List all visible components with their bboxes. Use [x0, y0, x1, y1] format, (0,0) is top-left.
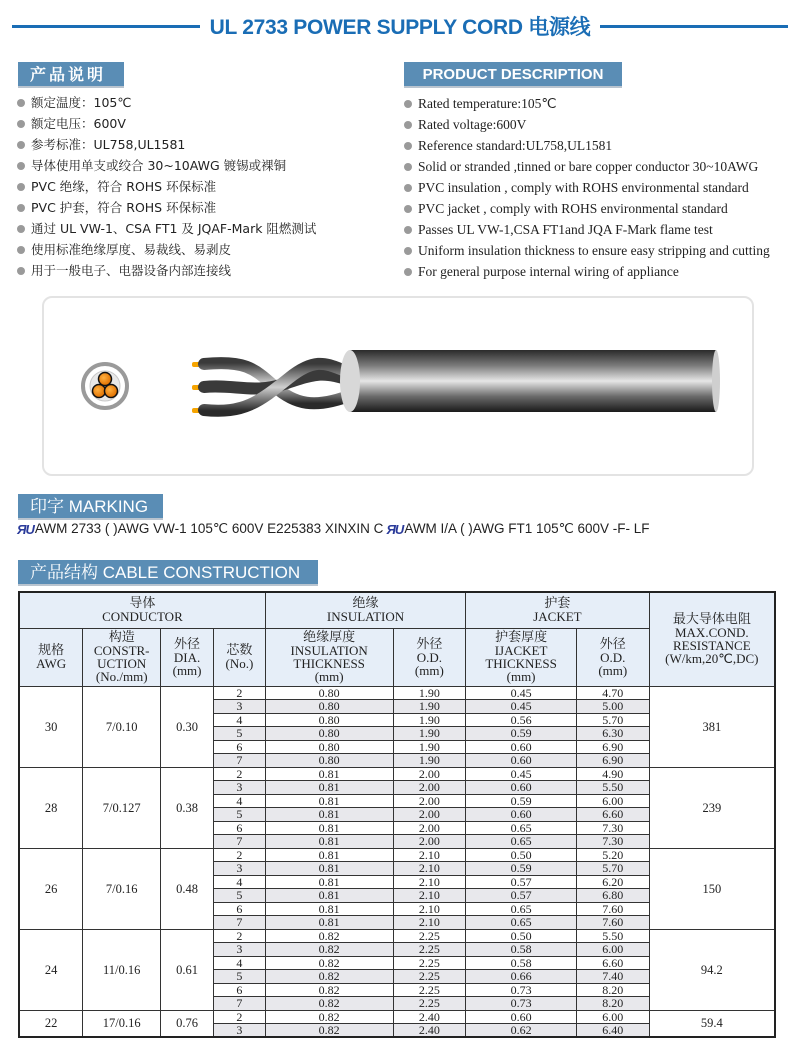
product-image-frame: [42, 296, 754, 476]
cell-jacket-od: 5.50: [576, 929, 649, 943]
cell-jacket-thickness: 0.56: [466, 713, 577, 727]
cell-insulation-thickness: 0.81: [265, 794, 393, 808]
page-title-bar: [0, 8, 800, 44]
bullet-icon: [404, 121, 412, 129]
twisted-wires-icon: [204, 363, 354, 411]
list-item-text: Reference standard:UL758,UL1581: [418, 138, 613, 153]
cell-insulation-od: 1.90: [393, 713, 466, 727]
cell-jacket-od: 7.60: [576, 916, 649, 930]
cell-insulation-od: 2.00: [393, 808, 466, 822]
list-item: [404, 156, 770, 177]
cell-cores: 3: [213, 781, 265, 795]
cell-jacket-od: 5.70: [576, 713, 649, 727]
cell-insulation-thickness: 0.81: [265, 902, 393, 916]
list-item-text: Solid or stranded ,tinned or bare copper conductor 30~10AWG: [418, 159, 759, 174]
cell-insulation-od: 2.25: [393, 956, 466, 970]
cell-insulation-thickness: 0.80: [265, 700, 393, 714]
header-resistance: 最大导体电阻 MAX.COND. RESISTANCE (W/km,20℃,DC): [649, 592, 775, 686]
cell-jacket-od: 6.00: [576, 794, 649, 808]
list-item: [404, 240, 770, 261]
list-item-text: Rated voltage:600V: [418, 117, 527, 132]
list-item: [404, 198, 770, 219]
cell-jacket-od: 5.50: [576, 781, 649, 795]
cell-cores: 2: [213, 686, 265, 700]
cell-resistance: 381: [649, 686, 775, 767]
cell-jacket-thickness: 0.57: [466, 875, 577, 889]
table-row: [19, 686, 775, 700]
cell-cores: 4: [213, 794, 265, 808]
list-item: [404, 93, 770, 114]
cell-jacket-od: 5.00: [576, 700, 649, 714]
cell-construction: 11/0.16: [83, 929, 161, 1010]
description-en-heading: PRODUCT DESCRIPTION: [404, 62, 622, 88]
title-rule-left: [12, 25, 200, 28]
cell-insulation-od: 2.25: [393, 997, 466, 1011]
cell-jacket-thickness: 0.60: [466, 740, 577, 754]
cell-cores: 3: [213, 943, 265, 957]
cell-jacket-od: 4.90: [576, 767, 649, 781]
bullet-icon: [404, 142, 412, 150]
cell-insulation-od: 2.00: [393, 821, 466, 835]
cell-jacket-od: 7.30: [576, 821, 649, 835]
cell-cores: 2: [213, 929, 265, 943]
cell-jacket-thickness: 0.45: [466, 767, 577, 781]
jacket-icon: [340, 350, 720, 412]
cell-insulation-thickness: 0.81: [265, 862, 393, 876]
list-item-text: 使用标准绝缘厚度、易裁线、易剥皮: [31, 242, 232, 257]
marking-text: [17, 521, 650, 537]
list-item: [17, 92, 316, 113]
header-jacket-od: 外径 O.D. (mm): [576, 628, 649, 686]
cell-jacket-od: 7.60: [576, 902, 649, 916]
cell-jacket-thickness: 0.62: [466, 1024, 577, 1038]
list-item-text: PVC 护套，符合 ROHS 环保标准: [31, 200, 217, 215]
list-item-text: 导体使用单支或绞合 30~10AWG 镀锡或裸铜: [31, 158, 287, 173]
cell-insulation-thickness: 0.81: [265, 835, 393, 849]
cell-jacket-od: 6.30: [576, 727, 649, 741]
cell-cores: 7: [213, 754, 265, 768]
cell-insulation-od: 1.90: [393, 686, 466, 700]
cell-resistance: 239: [649, 767, 775, 848]
list-item-text: PVC 绝缘，符合 ROHS 环保标准: [31, 179, 217, 194]
marking-text-2: AWM I/A ( )AWG FT1 105℃ 600V -F- LF: [404, 521, 650, 536]
cell-cores: 3: [213, 700, 265, 714]
cell-jacket-thickness: 0.45: [466, 700, 577, 714]
cell-jacket-od: 6.80: [576, 889, 649, 903]
bullet-icon: [404, 184, 412, 192]
cell-insulation-thickness: 0.80: [265, 713, 393, 727]
cell-jacket-od: 5.20: [576, 848, 649, 862]
list-item-text: 额定电压：600V: [31, 116, 126, 131]
cell-awg: 24: [19, 929, 83, 1010]
cell-construction: 17/0.16: [83, 1010, 161, 1037]
cell-jacket-od: 7.40: [576, 970, 649, 984]
header-insulation-thickness: 绝缘厚度 INSULATION THICKNESS (mm): [265, 628, 393, 686]
bullet-icon: [17, 141, 25, 149]
bullet-icon: [17, 120, 25, 128]
cell-jacket-thickness: 0.60: [466, 754, 577, 768]
cell-cores: 7: [213, 835, 265, 849]
bullet-icon: [404, 205, 412, 213]
cell-awg: 26: [19, 848, 83, 929]
cell-jacket-thickness: 0.45: [466, 686, 577, 700]
cell-insulation-thickness: 0.81: [265, 808, 393, 822]
cell-cores: 2: [213, 848, 265, 862]
cell-insulation-od: 2.10: [393, 902, 466, 916]
list-item: [404, 261, 770, 282]
list-item-text: PVC jacket , comply with ROHS environmental standard: [418, 201, 728, 216]
cell-cores: 4: [213, 713, 265, 727]
cell-insulation-thickness: 0.81: [265, 821, 393, 835]
header-insulation-od: 外径 O.D. (mm): [393, 628, 466, 686]
cell-jacket-od: 4.70: [576, 686, 649, 700]
table-row: [19, 929, 775, 943]
cell-cores: 6: [213, 983, 265, 997]
bullet-icon: [404, 163, 412, 171]
header-jacket: 护套 JACKET: [466, 592, 649, 628]
header-construction: 构造 CONSTR- UCTION (No./mm): [83, 628, 161, 686]
cell-insulation-od: 1.90: [393, 727, 466, 741]
cell-jacket-od: 6.20: [576, 875, 649, 889]
list-item-text: 额定温度：105℃: [31, 95, 132, 110]
list-item-text: PVC insulation , comply with ROHS environmental standard: [418, 180, 749, 195]
list-item: [17, 155, 316, 176]
marking-text-1: AWM 2733 ( )AWG VW-1 105℃ 600V E225383 XINXIN C: [34, 521, 384, 536]
cell-insulation-thickness: 0.80: [265, 754, 393, 768]
list-item: [17, 176, 316, 197]
cell-jacket-thickness: 0.60: [466, 781, 577, 795]
cell-insulation-thickness: 0.80: [265, 686, 393, 700]
cell-awg: 22: [19, 1010, 83, 1037]
description-cn-heading: 产品说明: [18, 62, 124, 88]
header-dia: 外径 DIA. (mm): [161, 628, 214, 686]
cell-cores: 2: [213, 1010, 265, 1024]
bullet-icon: [404, 226, 412, 234]
cell-insulation-od: 2.10: [393, 875, 466, 889]
cell-insulation-thickness: 0.82: [265, 929, 393, 943]
cell-jacket-thickness: 0.58: [466, 956, 577, 970]
cell-dia: 0.30: [161, 686, 214, 767]
cell-jacket-thickness: 0.59: [466, 727, 577, 741]
list-item: [404, 114, 770, 135]
cell-dia: 0.38: [161, 767, 214, 848]
cell-cores: 6: [213, 821, 265, 835]
header-jacket-thickness: 护套厚度 IJACKET THICKNESS (mm): [466, 628, 577, 686]
header-insulation: 绝缘 INSULATION: [265, 592, 465, 628]
cell-jacket-od: 6.60: [576, 956, 649, 970]
bullet-icon: [17, 225, 25, 233]
cell-awg: 30: [19, 686, 83, 767]
cell-cores: 4: [213, 956, 265, 970]
cell-insulation-od: 2.00: [393, 781, 466, 795]
list-item: [17, 134, 316, 155]
cell-jacket-thickness: 0.57: [466, 889, 577, 903]
cell-jacket-od: 5.70: [576, 862, 649, 876]
description-en-list: [404, 93, 770, 282]
cell-resistance: 94.2: [649, 929, 775, 1010]
cell-dia: 0.48: [161, 848, 214, 929]
cell-insulation-od: 1.90: [393, 754, 466, 768]
cell-jacket-od: 6.00: [576, 1010, 649, 1024]
cell-insulation-thickness: 0.82: [265, 1010, 393, 1024]
cell-jacket-od: 7.30: [576, 835, 649, 849]
title-rule-right: [600, 25, 788, 28]
cell-cores: 5: [213, 970, 265, 984]
bullet-icon: [17, 204, 25, 212]
bullet-icon: [17, 162, 25, 170]
page-title: UL 2733 POWER SUPPLY CORD 电源线: [209, 16, 591, 39]
cell-insulation-od: 2.10: [393, 848, 466, 862]
cell-resistance: 59.4: [649, 1010, 775, 1037]
cell-awg: 28: [19, 767, 83, 848]
cell-insulation-od: 2.00: [393, 794, 466, 808]
cell-insulation-thickness: 0.81: [265, 916, 393, 930]
cell-insulation-od: 2.10: [393, 889, 466, 903]
list-item: [17, 113, 316, 134]
cell-insulation-od: 2.10: [393, 916, 466, 930]
cell-jacket-od: 6.90: [576, 740, 649, 754]
cell-jacket-thickness: 0.65: [466, 916, 577, 930]
cell-insulation-thickness: 0.81: [265, 889, 393, 903]
cell-cores: 6: [213, 902, 265, 916]
bullet-icon: [17, 99, 25, 107]
cross-section-icon: [83, 364, 127, 408]
header-conductor: 导体 CONDUCTOR: [19, 592, 265, 628]
cell-jacket-thickness: 0.59: [466, 794, 577, 808]
cell-insulation-od: 2.40: [393, 1024, 466, 1038]
cell-insulation-thickness: 0.81: [265, 875, 393, 889]
cell-construction: 7/0.16: [83, 848, 161, 929]
cell-cores: 3: [213, 1024, 265, 1038]
bullet-icon: [404, 247, 412, 255]
cell-insulation-thickness: 0.81: [265, 767, 393, 781]
list-item: [17, 197, 316, 218]
cell-dia: 0.76: [161, 1010, 214, 1037]
bullet-icon: [404, 268, 412, 276]
cell-jacket-thickness: 0.60: [466, 1010, 577, 1024]
cell-cores: 3: [213, 862, 265, 876]
ul-logo-icon: ЯU: [386, 521, 404, 537]
cell-insulation-od: 2.25: [393, 943, 466, 957]
cable-illustration-icon: [44, 298, 752, 474]
cell-jacket-od: 6.90: [576, 754, 649, 768]
bullet-icon: [17, 246, 25, 254]
list-item-text: 参考标准：UL758,UL1581: [31, 137, 186, 152]
cell-insulation-od: 2.40: [393, 1010, 466, 1024]
cell-insulation-od: 2.25: [393, 929, 466, 943]
cell-jacket-thickness: 0.58: [466, 943, 577, 957]
cell-jacket-thickness: 0.59: [466, 862, 577, 876]
cell-insulation-thickness: 0.80: [265, 727, 393, 741]
cell-jacket-od: 8.20: [576, 983, 649, 997]
list-item-text: Passes UL VW-1,CSA FT1and JQA F-Mark flame test: [418, 222, 713, 237]
bullet-icon: [17, 183, 25, 191]
cell-cores: 4: [213, 875, 265, 889]
cell-insulation-thickness: 0.82: [265, 970, 393, 984]
marking-heading: 印字 MARKING: [18, 494, 163, 520]
cell-insulation-thickness: 0.82: [265, 997, 393, 1011]
list-item-text: 通过 UL VW-1、CSA FT1 及 JQAF-Mark 阻燃测试: [31, 221, 317, 236]
cell-construction: 7/0.127: [83, 767, 161, 848]
cell-cores: 5: [213, 808, 265, 822]
cell-jacket-thickness: 0.50: [466, 848, 577, 862]
cell-cores: 2: [213, 767, 265, 781]
list-item-text: 用于一般电子、电器设备内部连接线: [31, 263, 232, 278]
cell-insulation-thickness: 0.82: [265, 1024, 393, 1038]
cell-cores: 5: [213, 727, 265, 741]
list-item: [404, 135, 770, 156]
cell-insulation-od: 2.25: [393, 983, 466, 997]
cell-cores: 6: [213, 740, 265, 754]
list-item-text: For general purpose internal wiring of appliance: [418, 264, 679, 279]
cell-cores: 7: [213, 916, 265, 930]
cell-insulation-thickness: 0.81: [265, 781, 393, 795]
cell-insulation-thickness: 0.82: [265, 956, 393, 970]
cell-jacket-od: 8.20: [576, 997, 649, 1011]
list-item-text: Uniform insulation thickness to ensure easy stripping and cutting: [418, 243, 770, 258]
cell-insulation-thickness: 0.81: [265, 848, 393, 862]
cell-insulation-od: 2.00: [393, 767, 466, 781]
cell-cores: 7: [213, 997, 265, 1011]
cell-construction: 7/0.10: [83, 686, 161, 767]
cell-insulation-thickness: 0.82: [265, 943, 393, 957]
cell-cores: 5: [213, 889, 265, 903]
cell-jacket-od: 6.00: [576, 943, 649, 957]
ul-logo-icon: ЯU: [17, 521, 34, 537]
cell-insulation-od: 2.10: [393, 862, 466, 876]
list-item: [17, 260, 316, 281]
cell-dia: 0.61: [161, 929, 214, 1010]
list-item: [404, 177, 770, 198]
cell-insulation-od: 2.00: [393, 835, 466, 849]
cell-jacket-thickness: 0.73: [466, 983, 577, 997]
cell-insulation-od: 2.25: [393, 970, 466, 984]
cell-resistance: 150: [649, 848, 775, 929]
cell-jacket-thickness: 0.73: [466, 997, 577, 1011]
cell-insulation-od: 1.90: [393, 740, 466, 754]
list-item: [17, 239, 316, 260]
cell-jacket-thickness: 0.65: [466, 902, 577, 916]
list-item-text: Rated temperature:105℃: [418, 96, 557, 111]
construction-heading: 产品结构 CABLE CONSTRUCTION: [18, 560, 318, 586]
cell-insulation-od: 1.90: [393, 700, 466, 714]
list-item: [404, 219, 770, 240]
cell-jacket-thickness: 0.60: [466, 808, 577, 822]
bullet-icon: [17, 267, 25, 275]
cell-jacket-thickness: 0.66: [466, 970, 577, 984]
table-row: [19, 848, 775, 862]
header-cores: 芯数 (No.): [213, 628, 265, 686]
bullet-icon: [404, 100, 412, 108]
cell-jacket-thickness: 0.65: [466, 821, 577, 835]
description-cn-list: [17, 92, 316, 281]
cell-insulation-thickness: 0.82: [265, 983, 393, 997]
cell-jacket-thickness: 0.65: [466, 835, 577, 849]
table-row: [19, 767, 775, 781]
cell-jacket-od: 6.60: [576, 808, 649, 822]
cell-jacket-thickness: 0.50: [466, 929, 577, 943]
list-item: [17, 218, 316, 239]
table-row: [19, 1010, 775, 1024]
header-awg: 规格 AWG: [19, 628, 83, 686]
cell-insulation-thickness: 0.80: [265, 740, 393, 754]
cell-jacket-od: 6.40: [576, 1024, 649, 1038]
cable-construction-table: [18, 591, 776, 1038]
